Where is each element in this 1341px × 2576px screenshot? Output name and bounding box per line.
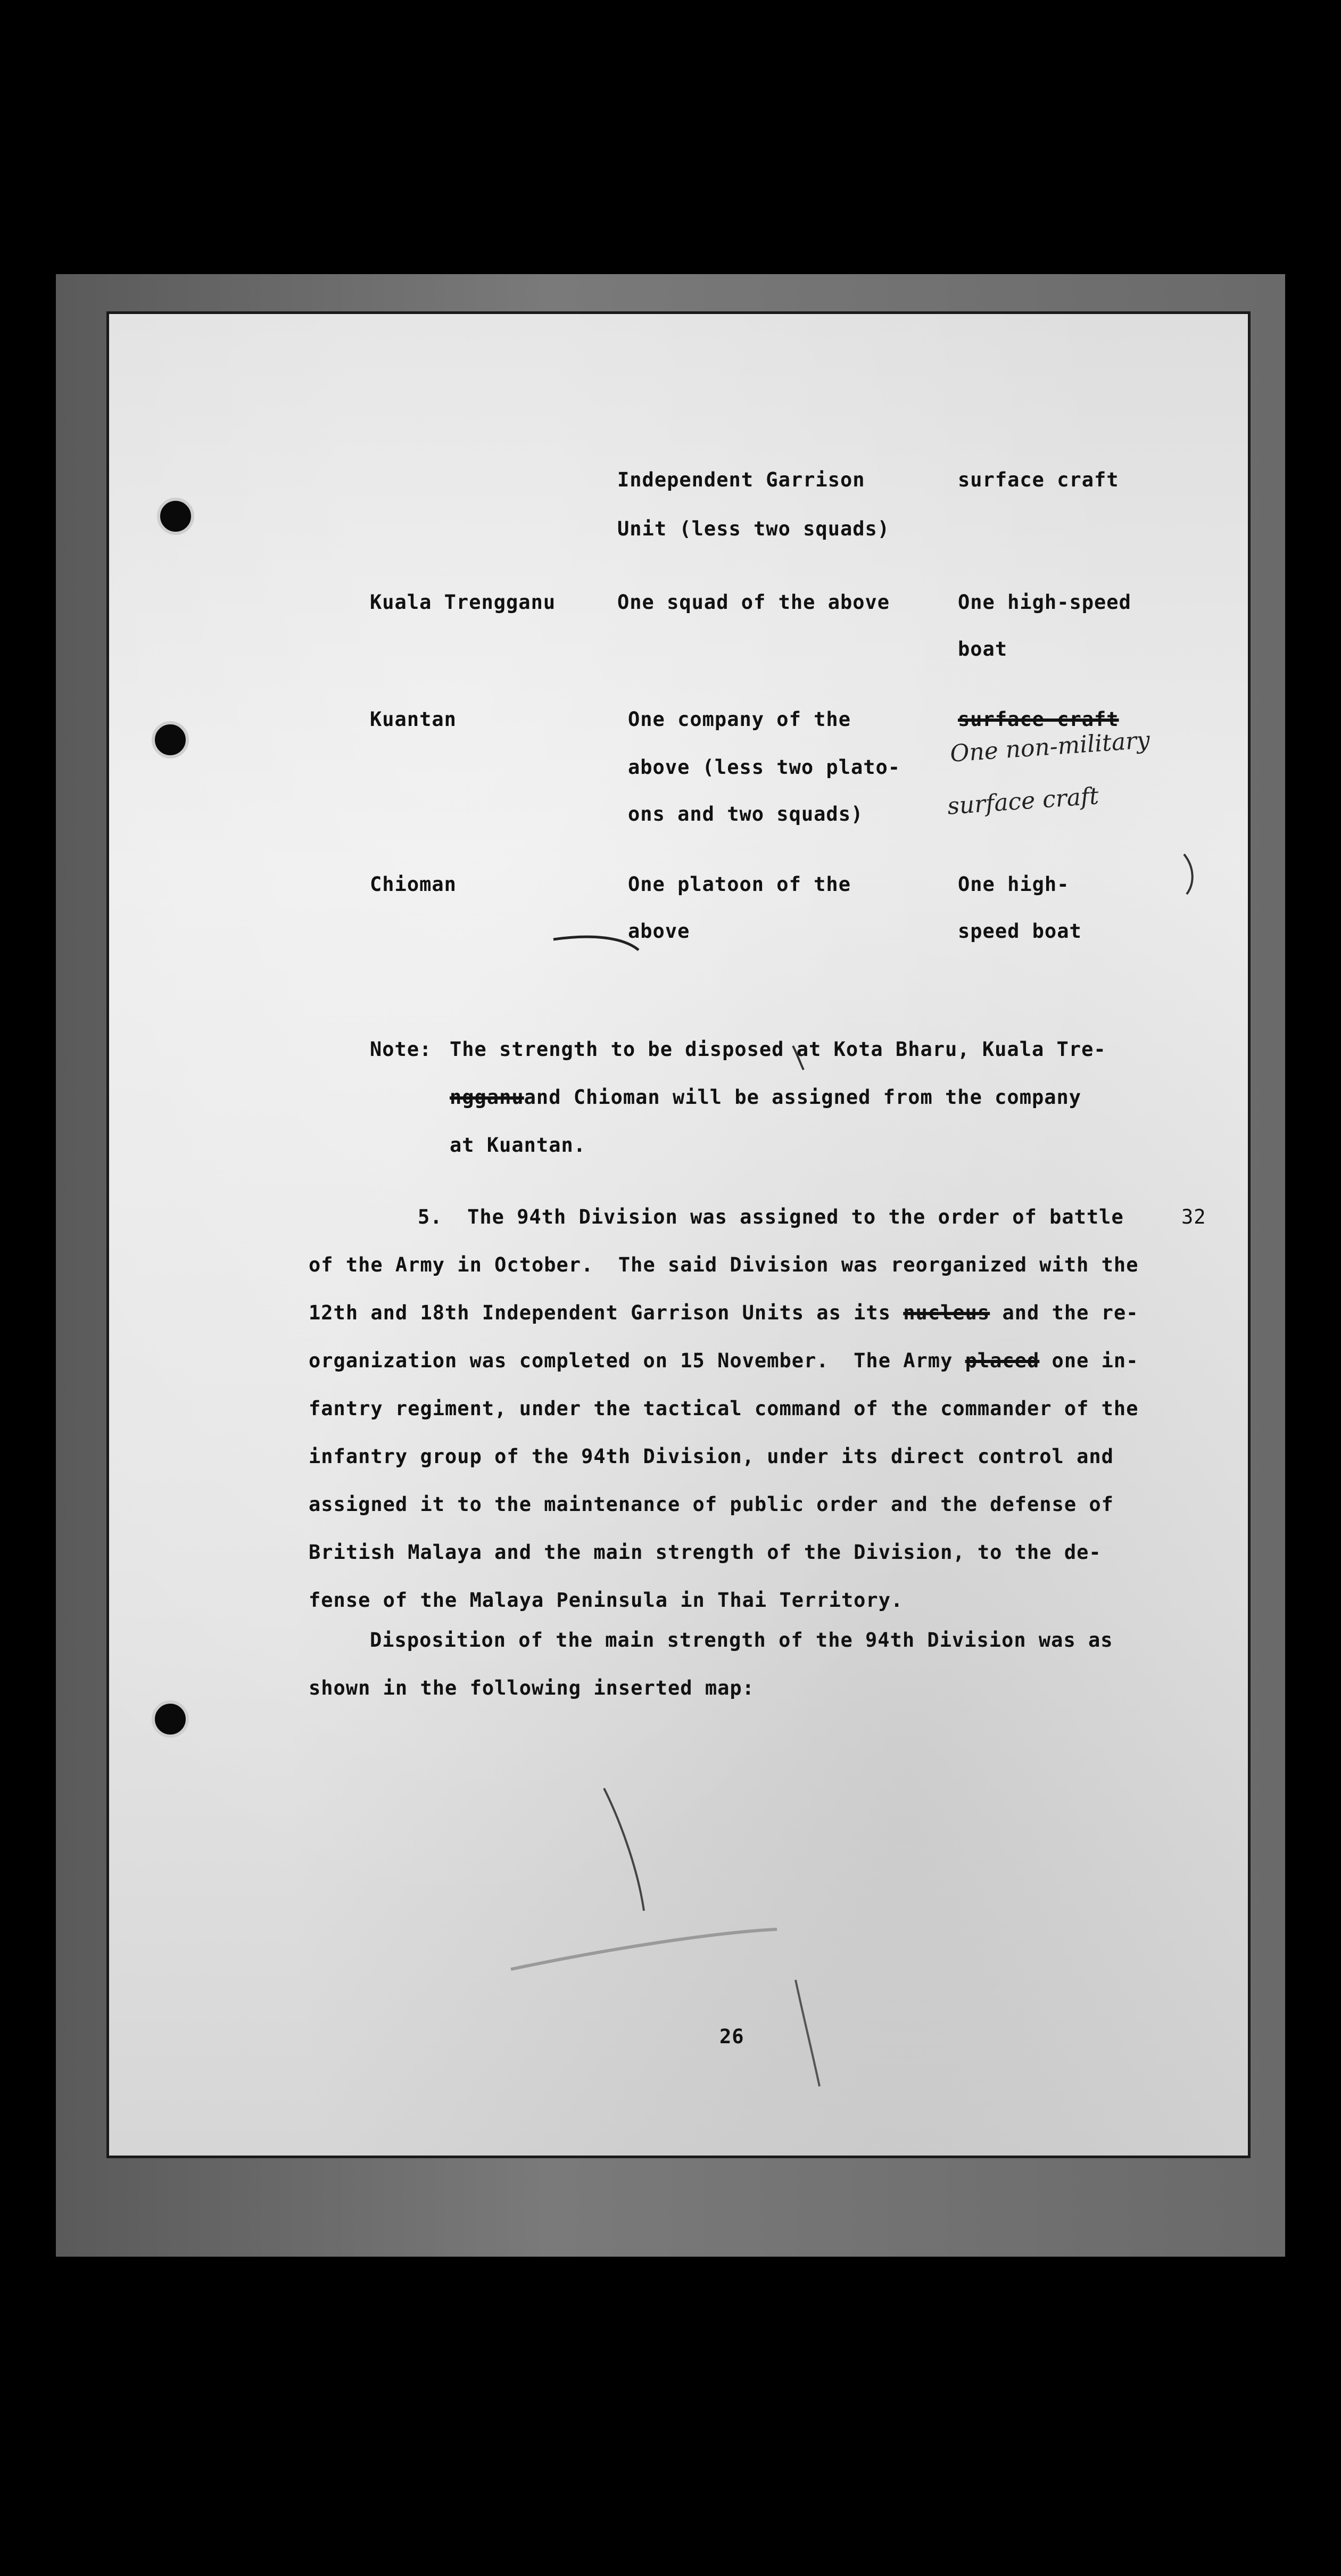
table-cell-unit: ons and two squads)	[628, 803, 864, 825]
handwritten-annotation: surface craft	[946, 782, 1100, 820]
struck-text: nucleus	[903, 1301, 990, 1324]
paragraph-fragment: one in-	[1039, 1349, 1139, 1372]
paragraph-line: Disposition of the main strength of the 94th Division was as	[370, 1629, 1113, 1652]
table-cell-place: Kuala Trengganu	[370, 591, 556, 614]
table-cell-unit: Unit (less two squads)	[617, 517, 890, 540]
paragraph-line: shown in the following inserted map:	[309, 1677, 755, 1699]
note-text: The strength to be disposed at Kota Bharu, Kuala Tre-	[450, 1038, 1106, 1061]
table-cell-equipment: One high-speed	[958, 591, 1131, 614]
note-text-fragment: and Chioman will be assigned from the company	[524, 1086, 1082, 1109]
paragraph-line: of the Army in October. The said Division was reorganized with the	[309, 1253, 1139, 1276]
table-cell-equipment: boat	[958, 638, 1008, 660]
table-cell-equipment: One high-	[958, 873, 1070, 896]
table-cell-unit: One company of the	[628, 708, 851, 731]
struck-text: surface craft	[958, 708, 1119, 731]
paragraph-fragment: organization was completed on 15 November. The Army	[309, 1349, 965, 1372]
note-text: at Kuantan.	[450, 1134, 586, 1157]
table-cell-place: Chioman	[370, 873, 457, 896]
paragraph-line: assigned it to the maintenance of public order and the defense of	[309, 1493, 1114, 1516]
margin-number: 32	[1181, 1206, 1206, 1228]
table-cell-unit: Independent Garrison	[617, 468, 865, 491]
paragraph-line: infantry group of the 94th Division, under its direct control and	[309, 1445, 1114, 1468]
paragraph-line: fense of the Malaya Peninsula in Thai Territory.	[309, 1589, 904, 1612]
paragraph-fragment: 12th and 18th Independent Garrison Units as its	[309, 1301, 904, 1324]
table-cell-unit: One squad of the above	[617, 591, 890, 614]
paragraph-fragment: and the re-	[990, 1301, 1139, 1324]
paragraph-line: fantry regiment, under the tactical command of the commander of the	[309, 1397, 1139, 1420]
table-cell-unit: above (less two plato-	[628, 756, 901, 779]
paragraph-line: British Malaya and the main strength of the Division, to the de-	[309, 1541, 1102, 1564]
paragraph-line: 5. The 94th Division was assigned to the order of battle	[418, 1206, 1124, 1228]
handwritten-annotation: One non-military	[949, 726, 1151, 768]
table-cell-unit: One platoon of the	[628, 873, 851, 896]
table-cell-place: Kuantan	[370, 708, 457, 731]
table-cell-unit: above	[628, 920, 690, 943]
table-cell-equipment: speed boat	[958, 920, 1082, 943]
page-number: 26	[719, 2025, 744, 2048]
table-cell-equipment: surface craft	[958, 468, 1119, 491]
note-label: Note:	[370, 1038, 432, 1061]
struck-text: placed	[965, 1349, 1040, 1372]
struck-text: ngganu	[450, 1086, 524, 1109]
